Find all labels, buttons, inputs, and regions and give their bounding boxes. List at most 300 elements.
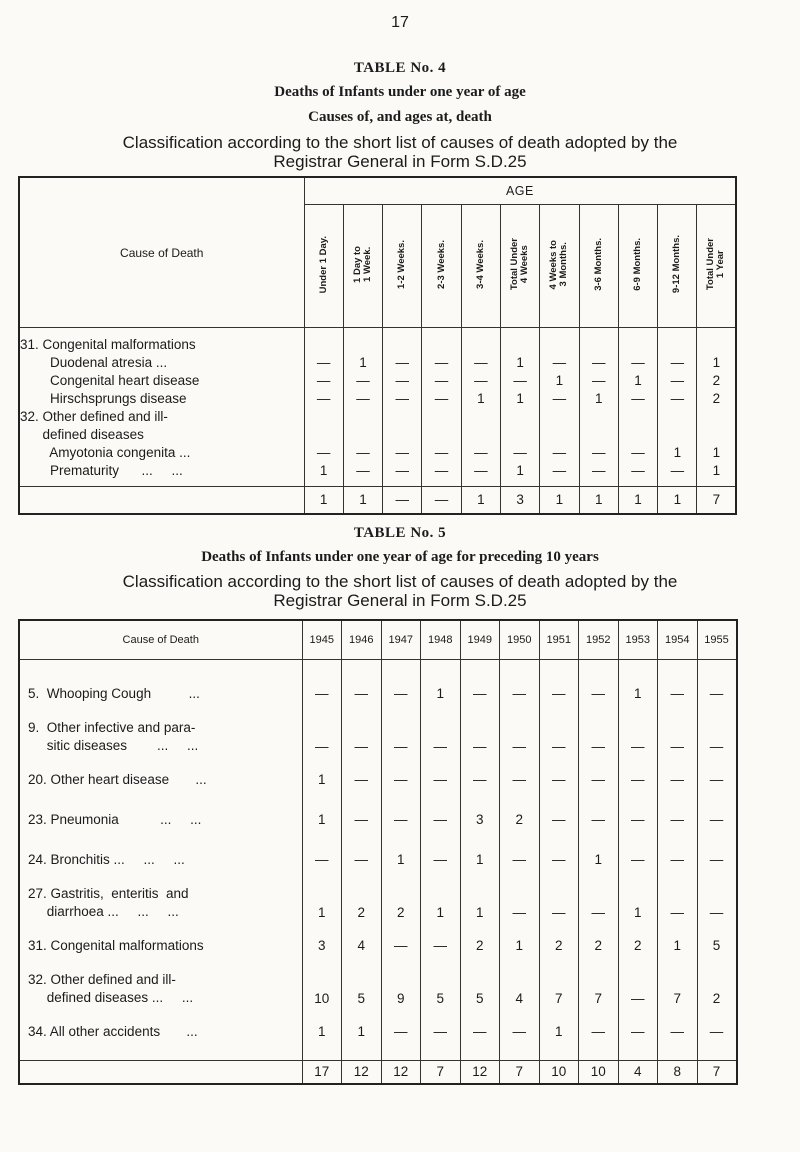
cause-line: 31. Congenital malformations <box>28 938 204 953</box>
value-cell: — <box>381 800 421 840</box>
value-cell: — <box>618 354 657 372</box>
table-row <box>19 800 737 840</box>
table5-description-line1: Classification according to the short list of causes of death adopted by the <box>122 572 678 591</box>
total-cell: 12 <box>342 1061 382 1085</box>
cause-cell: 32. Other defined and ill- <box>19 408 304 426</box>
table4-column-label: Under 1 Day. <box>317 235 329 294</box>
spacer-cell <box>342 1052 382 1061</box>
value-cell: — <box>618 840 658 880</box>
value-cell: 1 <box>579 390 618 408</box>
totals-label-cell <box>19 1061 302 1085</box>
table-row <box>19 426 736 444</box>
value-cell: — <box>579 760 619 800</box>
cause-cell <box>19 714 302 760</box>
value-cell: — <box>500 760 540 800</box>
value-cell: — <box>658 354 697 372</box>
value-cell <box>697 408 736 426</box>
table5 <box>18 619 738 1085</box>
value-cell: — <box>383 372 422 390</box>
value-cell: — <box>422 462 461 480</box>
table4-description-line1: Classification according to the short list of causes of death adopted by the <box>122 133 678 152</box>
value-cell: — <box>539 714 579 760</box>
total-cell: 10 <box>539 1061 579 1085</box>
table-row <box>19 444 736 462</box>
value-cell: — <box>697 1012 737 1052</box>
value-cell: 1 <box>658 926 698 966</box>
value-cell <box>500 408 539 426</box>
value-cell: 1 <box>460 840 500 880</box>
spacer-cell <box>697 328 736 337</box>
value-cell: 1 <box>539 1012 579 1052</box>
value-cell: — <box>697 800 737 840</box>
value-cell: — <box>421 1012 461 1052</box>
value-cell: — <box>579 444 618 462</box>
total-cell: — <box>383 487 422 515</box>
spacer-cell <box>618 1052 658 1061</box>
value-cell: — <box>421 926 461 966</box>
value-cell: — <box>618 390 657 408</box>
value-cell: — <box>697 714 737 760</box>
cause-line: sitic diseases ... ... <box>28 738 199 753</box>
spacer-cell <box>342 660 382 675</box>
value-cell: — <box>342 674 382 714</box>
table4-column-header <box>343 205 382 328</box>
value-cell: 1 <box>500 354 539 372</box>
value-cell: — <box>579 372 618 390</box>
spacer-cell <box>658 1052 698 1061</box>
value-cell: — <box>342 760 382 800</box>
value-cell: — <box>658 714 698 760</box>
value-cell: — <box>579 880 619 926</box>
value-cell <box>697 426 736 444</box>
cause-line: 20. Other heart disease ... <box>28 772 207 787</box>
table4-column-label: 4 Weeks to 3 Months. <box>548 239 570 290</box>
cause-cell <box>19 840 302 880</box>
value-cell: — <box>658 800 698 840</box>
value-cell: 5 <box>697 926 737 966</box>
value-cell: 2 <box>342 880 382 926</box>
value-cell: — <box>343 444 382 462</box>
value-cell: — <box>540 462 579 480</box>
value-cell <box>579 408 618 426</box>
spacer-cell <box>579 660 619 675</box>
year-column-header: 1952 <box>579 620 619 660</box>
value-cell: 3 <box>302 926 342 966</box>
table4-column-label: 1 Day to 1 Week. <box>351 246 373 283</box>
table-row <box>19 674 737 714</box>
value-cell: — <box>421 800 461 840</box>
value-cell: 2 <box>381 880 421 926</box>
value-cell: 1 <box>302 760 342 800</box>
spacer-cell <box>500 328 539 337</box>
value-cell: 1 <box>618 880 658 926</box>
table4-spacer-row <box>19 328 736 337</box>
value-cell: — <box>618 1012 658 1052</box>
year-column-header: 1951 <box>539 620 579 660</box>
value-cell: — <box>461 444 500 462</box>
value-cell <box>461 336 500 354</box>
value-cell: — <box>422 444 461 462</box>
value-cell: — <box>383 354 422 372</box>
cause-cell: Prematurity ... ... <box>19 462 304 480</box>
value-cell: — <box>697 840 737 880</box>
value-cell: — <box>381 760 421 800</box>
value-cell: — <box>618 800 658 840</box>
value-cell: 1 <box>302 800 342 840</box>
value-cell: — <box>540 354 579 372</box>
total-cell: 7 <box>500 1061 540 1085</box>
value-cell: — <box>461 462 500 480</box>
spacer-cell <box>658 328 697 337</box>
total-cell: 3 <box>500 487 539 515</box>
value-cell: 2 <box>697 390 736 408</box>
table5-subtitle: Deaths of Infants under one year of age for preceding 10 years <box>201 549 599 565</box>
value-cell: — <box>500 1012 540 1052</box>
value-cell: — <box>343 372 382 390</box>
value-cell: — <box>461 354 500 372</box>
spacer-cell <box>19 660 302 675</box>
spacer-cell <box>302 660 342 675</box>
year-column-header: 1955 <box>697 620 737 660</box>
table4-column-label: 3-4 Weeks. <box>474 240 486 289</box>
value-cell <box>383 408 422 426</box>
table-row <box>19 408 736 426</box>
value-cell: 4 <box>500 966 540 1012</box>
value-cell <box>304 336 343 354</box>
year-column-header: 1953 <box>618 620 658 660</box>
value-cell: 1 <box>500 390 539 408</box>
cause-line: 5. Whooping Cough ... <box>28 686 200 701</box>
spacer-cell <box>421 1052 461 1061</box>
value-cell <box>618 408 657 426</box>
year-column-header: 1945 <box>302 620 342 660</box>
value-cell <box>422 408 461 426</box>
cause-cell <box>19 800 302 840</box>
value-cell: 1 <box>381 840 421 880</box>
spacer-cell <box>381 1052 421 1061</box>
totals-label-cell <box>19 487 304 515</box>
value-cell <box>540 426 579 444</box>
table5-spacer-row <box>19 1052 737 1061</box>
value-cell: — <box>658 760 698 800</box>
cause-line: 24. Bronchitis ... ... ... <box>28 852 185 867</box>
value-cell: 1 <box>304 462 343 480</box>
value-cell: 9 <box>381 966 421 1012</box>
spacer-cell <box>461 328 500 337</box>
value-cell: — <box>304 444 343 462</box>
spacer-cell <box>460 660 500 675</box>
value-cell: 1 <box>579 840 619 880</box>
value-cell: — <box>304 390 343 408</box>
cause-cell <box>19 674 302 714</box>
table-row <box>19 336 736 354</box>
value-cell: — <box>697 674 737 714</box>
value-cell: — <box>500 372 539 390</box>
value-cell: — <box>579 354 618 372</box>
value-cell: 1 <box>658 444 697 462</box>
value-cell <box>383 336 422 354</box>
total-cell: 8 <box>658 1061 698 1085</box>
value-cell: — <box>500 674 540 714</box>
table4-column-label: 2-3 Weeks. <box>435 240 447 289</box>
value-cell: — <box>618 760 658 800</box>
value-cell: — <box>302 840 342 880</box>
spacer-cell <box>579 328 618 337</box>
value-cell <box>461 426 500 444</box>
table5-totals-row <box>19 1061 737 1085</box>
value-cell <box>304 408 343 426</box>
cause-line: diarrhoea ... ... ... <box>28 904 179 919</box>
spacer-cell <box>618 660 658 675</box>
value-cell: 1 <box>540 372 579 390</box>
year-column-header: 1948 <box>421 620 461 660</box>
value-cell: 2 <box>500 800 540 840</box>
spacer-cell <box>422 328 461 337</box>
value-cell: 4 <box>342 926 382 966</box>
value-cell: — <box>579 1012 619 1052</box>
value-cell: 7 <box>539 966 579 1012</box>
value-cell: 1 <box>302 880 342 926</box>
cause-cell: Hirschsprungs disease <box>19 390 304 408</box>
value-cell: 1 <box>697 354 736 372</box>
value-cell: — <box>422 390 461 408</box>
table4-subtitle-2: Causes of, and ages at, death <box>308 109 492 125</box>
total-cell: 4 <box>618 1061 658 1085</box>
table-row <box>19 354 736 372</box>
table5-cause-header: Cause of Death <box>19 620 302 660</box>
value-cell: — <box>579 674 619 714</box>
table5-title: TABLE No. 5 <box>353 525 447 541</box>
value-cell: 2 <box>579 926 619 966</box>
spacer-cell <box>697 660 737 675</box>
value-cell: — <box>658 880 698 926</box>
total-cell: 12 <box>381 1061 421 1085</box>
cause-cell <box>19 966 302 1012</box>
value-cell: — <box>500 840 540 880</box>
value-cell: — <box>697 760 737 800</box>
value-cell: 10 <box>302 966 342 1012</box>
value-cell <box>618 426 657 444</box>
value-cell <box>658 408 697 426</box>
value-cell <box>343 408 382 426</box>
total-cell: 1 <box>658 487 697 515</box>
table4-subtitle: Deaths of Infants under one year of age <box>274 84 526 100</box>
value-cell: 2 <box>539 926 579 966</box>
total-cell: 1 <box>461 487 500 515</box>
value-cell: — <box>500 714 540 760</box>
value-cell: — <box>302 714 342 760</box>
value-cell <box>500 336 539 354</box>
table4-cause-header: Cause of Death <box>19 177 304 328</box>
value-cell: — <box>579 462 618 480</box>
value-cell: — <box>421 760 461 800</box>
value-cell: — <box>342 840 382 880</box>
table4-column-header <box>618 205 657 328</box>
value-cell: — <box>618 714 658 760</box>
value-cell: — <box>540 444 579 462</box>
value-cell: — <box>383 444 422 462</box>
total-cell: — <box>422 487 461 515</box>
value-cell: — <box>697 880 737 926</box>
value-cell <box>422 426 461 444</box>
total-cell: 1 <box>618 487 657 515</box>
table5-description-line2: Registrar General in Form S.D.25 <box>273 591 527 610</box>
total-cell: 7 <box>421 1061 461 1085</box>
value-cell: — <box>539 880 579 926</box>
spacer-cell <box>421 660 461 675</box>
value-cell: 2 <box>697 372 736 390</box>
value-cell: 1 <box>342 1012 382 1052</box>
value-cell: 1 <box>500 926 540 966</box>
spacer-cell <box>381 660 421 675</box>
value-cell: — <box>421 840 461 880</box>
spacer-cell <box>539 1052 579 1061</box>
value-cell: 1 <box>343 354 382 372</box>
value-cell <box>343 336 382 354</box>
table4-column-header <box>500 205 539 328</box>
spacer-cell <box>658 660 698 675</box>
value-cell: — <box>539 674 579 714</box>
table4-column-header <box>579 205 618 328</box>
value-cell: 5 <box>460 966 500 1012</box>
value-cell: — <box>658 372 697 390</box>
spacer-cell <box>540 328 579 337</box>
total-cell: 1 <box>540 487 579 515</box>
value-cell: — <box>343 390 382 408</box>
table-row <box>19 390 736 408</box>
total-cell: 7 <box>697 1061 737 1085</box>
value-cell: — <box>500 444 539 462</box>
value-cell: — <box>618 444 657 462</box>
spacer-cell <box>500 1052 540 1061</box>
table-row <box>19 1012 737 1052</box>
table-row <box>19 714 737 760</box>
value-cell: — <box>422 354 461 372</box>
value-cell: — <box>461 372 500 390</box>
spacer-cell <box>19 328 304 337</box>
total-cell: 10 <box>579 1061 619 1085</box>
cause-line: 34. All other accidents ... <box>28 1024 198 1039</box>
value-cell: 1 <box>302 1012 342 1052</box>
cause-line: 23. Pneumonia ... ... <box>28 812 202 827</box>
cause-cell: defined diseases <box>19 426 304 444</box>
cause-cell <box>19 880 302 926</box>
table-row <box>19 760 737 800</box>
value-cell: — <box>618 462 657 480</box>
value-cell: 1 <box>500 462 539 480</box>
spacer-cell <box>383 328 422 337</box>
value-cell: — <box>381 926 421 966</box>
value-cell <box>658 336 697 354</box>
value-cell: — <box>539 800 579 840</box>
value-cell: — <box>422 372 461 390</box>
year-column-header: 1947 <box>381 620 421 660</box>
year-column-header: 1954 <box>658 620 698 660</box>
value-cell <box>658 426 697 444</box>
value-cell: — <box>500 880 540 926</box>
value-cell: — <box>579 800 619 840</box>
value-cell: — <box>460 674 500 714</box>
table4-column-label: 9-12 Months. <box>671 235 683 294</box>
value-cell: — <box>383 390 422 408</box>
table4-column-header <box>383 205 422 328</box>
table-row <box>19 840 737 880</box>
cause-cell <box>19 926 302 966</box>
table4-age-header: AGE <box>304 177 736 205</box>
spacer-cell <box>539 660 579 675</box>
value-cell: 3 <box>460 800 500 840</box>
value-cell: — <box>342 714 382 760</box>
table4-description-line2: Registrar General in Form S.D.25 <box>273 152 527 171</box>
value-cell: 7 <box>579 966 619 1012</box>
value-cell: — <box>658 462 697 480</box>
value-cell <box>579 336 618 354</box>
table-row <box>19 926 737 966</box>
value-cell: 5 <box>421 966 461 1012</box>
value-cell: 1 <box>697 444 736 462</box>
table-row <box>19 372 736 390</box>
year-column-header: 1949 <box>460 620 500 660</box>
cause-line: 27. Gastritis, enteritis and <box>28 886 189 901</box>
cause-cell <box>19 1012 302 1052</box>
value-cell: — <box>539 840 579 880</box>
total-cell: 1 <box>304 487 343 515</box>
value-cell: — <box>343 462 382 480</box>
table4-column-header <box>697 205 736 328</box>
value-cell: 1 <box>421 674 461 714</box>
total-cell: 1 <box>343 487 382 515</box>
cause-cell <box>19 760 302 800</box>
value-cell <box>500 426 539 444</box>
cause-cell: Congenital heart disease <box>19 372 304 390</box>
spacer-cell <box>579 1052 619 1061</box>
cause-line: 32. Other defined and ill- <box>28 972 176 987</box>
table4 <box>18 176 737 515</box>
table4-column-header <box>422 205 461 328</box>
spacer-cell <box>460 1052 500 1061</box>
cause-line: 9. Other infective and para- <box>28 720 196 735</box>
table4-column-label: 6-9 Months. <box>632 238 644 291</box>
value-cell: — <box>383 462 422 480</box>
value-cell <box>422 336 461 354</box>
table4-column-label: Total Under 4 Weeks <box>509 238 531 291</box>
value-cell: — <box>618 966 658 1012</box>
spacer-cell <box>343 328 382 337</box>
page-number: 17 <box>391 14 409 31</box>
value-cell: 1 <box>618 674 658 714</box>
value-cell: 2 <box>460 926 500 966</box>
value-cell: — <box>658 674 698 714</box>
spacer-cell <box>618 328 657 337</box>
value-cell: — <box>421 714 461 760</box>
value-cell: 1 <box>618 372 657 390</box>
value-cell: — <box>579 714 619 760</box>
table4-column-label: Total Under 1 Year <box>705 238 727 291</box>
value-cell <box>461 408 500 426</box>
value-cell: — <box>460 760 500 800</box>
value-cell <box>540 336 579 354</box>
value-cell <box>618 336 657 354</box>
spacer-cell <box>697 1052 737 1061</box>
value-cell: — <box>381 714 421 760</box>
value-cell <box>697 336 736 354</box>
table4-column-header <box>461 205 500 328</box>
table5-spacer-row <box>19 660 737 675</box>
value-cell: — <box>658 390 697 408</box>
cause-line: defined diseases ... ... <box>28 990 194 1005</box>
value-cell: 1 <box>461 390 500 408</box>
value-cell: 2 <box>697 966 737 1012</box>
